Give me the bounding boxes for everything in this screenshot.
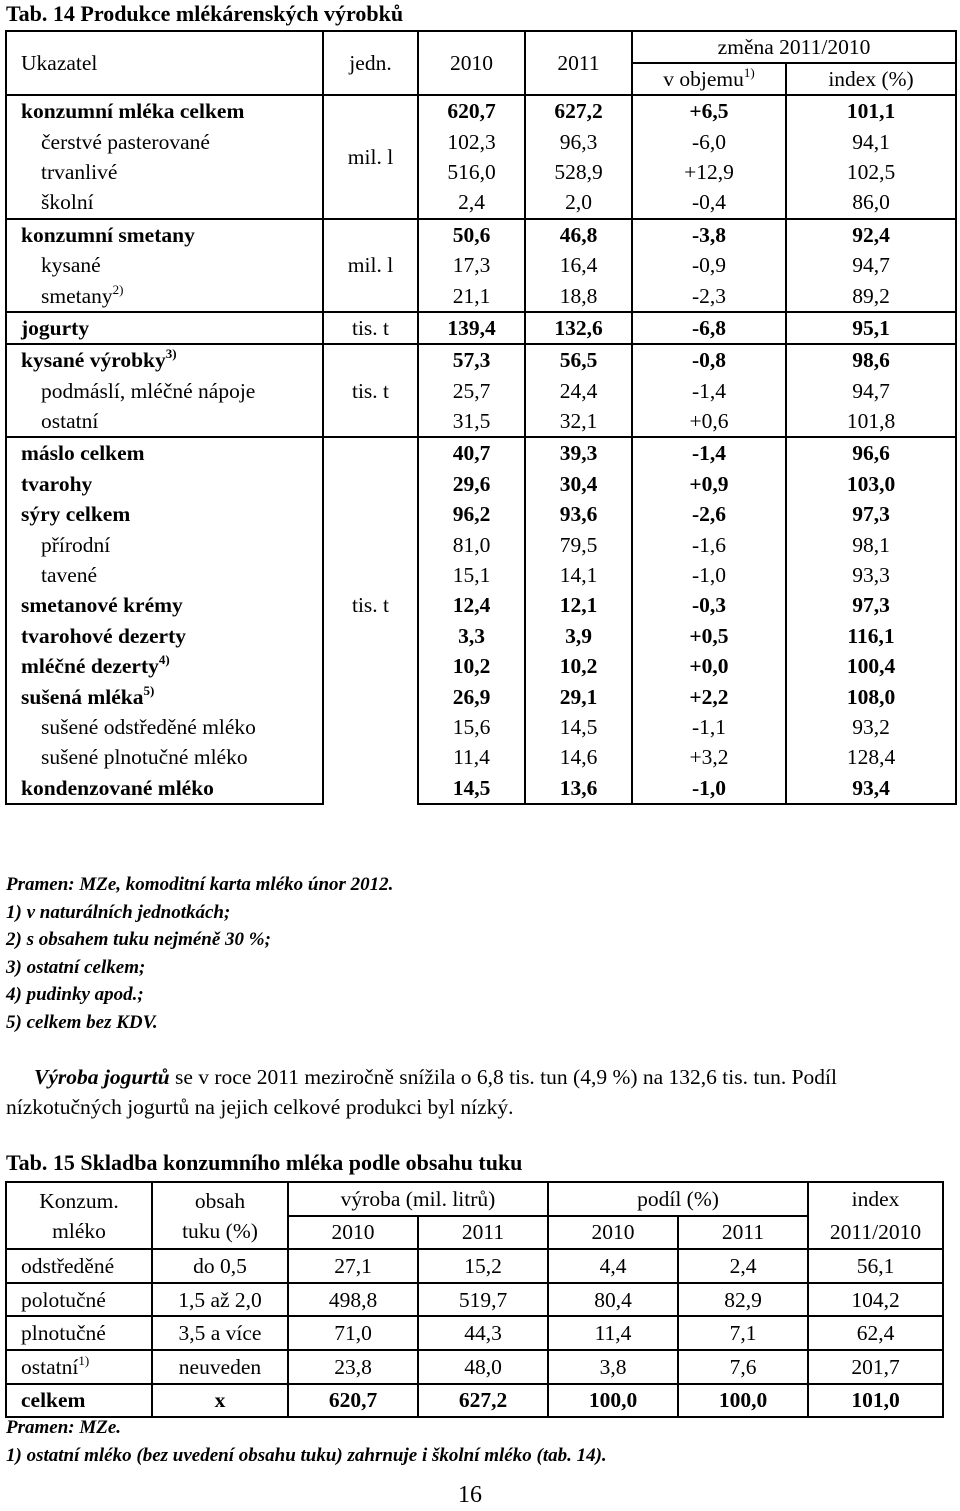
- row-label: mléčné dezerty$^{4)}$: [6, 651, 323, 681]
- header-vyroba-2011: 2011: [418, 1216, 548, 1250]
- header-index: index: [808, 1182, 943, 1216]
- value-change: -0,3: [632, 590, 786, 620]
- value-change: +2,2: [632, 681, 786, 711]
- value-s2010: 11,4: [548, 1316, 678, 1350]
- table-row: [6, 280, 956, 311]
- header-zmena: změna 2011/2010: [632, 31, 956, 63]
- value-index: 101,8: [786, 406, 956, 437]
- row-label: smetanové krémy: [6, 590, 323, 620]
- unit-cell: mil. l: [323, 126, 418, 187]
- row-label: odstředěné: [6, 1249, 152, 1283]
- value-change: -3,8: [632, 219, 786, 250]
- table-15: [5, 1181, 944, 1418]
- value-v2010: 26,9: [418, 681, 525, 711]
- value-index: 86,0: [786, 187, 956, 218]
- value-change: -6,8: [632, 312, 786, 344]
- unit-cell: [323, 187, 418, 218]
- value-index: 101,0: [808, 1384, 943, 1418]
- value-v2010: 21,1: [418, 280, 525, 311]
- value-v2011: 528,9: [525, 157, 632, 187]
- row-label: ostatní$^{1)}$: [6, 1350, 152, 1384]
- value-v2011: 14,5: [525, 712, 632, 742]
- value-v2011: 96,3: [525, 126, 632, 156]
- value-index: 102,5: [786, 157, 956, 187]
- value-p2010: 23,8: [288, 1350, 418, 1384]
- table-row: [6, 376, 956, 406]
- row-label: čerstvé pasterované: [6, 126, 323, 156]
- note-4: 4) pudinky apod.;: [6, 984, 144, 1005]
- value-index: 93,4: [786, 773, 956, 804]
- value-v2011: 24,4: [525, 376, 632, 406]
- value-v2010: 29,6: [418, 469, 525, 499]
- row-label: jogurty: [6, 312, 323, 344]
- value-change: -0,9: [632, 250, 786, 280]
- row-label: polotučné: [6, 1283, 152, 1317]
- value-v2010: 3,3: [418, 621, 525, 651]
- table-row: [6, 344, 956, 375]
- note-2: 2) s obsahem tuku nejméně 30 %;: [6, 929, 271, 950]
- value-s2010: 4,4: [548, 1249, 678, 1283]
- table-14-notes: [6, 871, 393, 1036]
- header-podil: podíl (%): [548, 1182, 808, 1216]
- table-row: [6, 157, 956, 187]
- value-index: 56,1: [808, 1249, 943, 1283]
- table-row: [6, 742, 956, 772]
- value-s2011: 82,9: [678, 1283, 808, 1317]
- value-index: 108,0: [786, 681, 956, 711]
- table-row: [6, 95, 956, 126]
- header-podil-2010: 2010: [548, 1216, 678, 1250]
- value-change: +3,2: [632, 742, 786, 772]
- header-ukazatel: Ukazatel: [6, 31, 323, 95]
- value-change: -0,4: [632, 187, 786, 218]
- value-v2010: 40,7: [418, 437, 525, 468]
- row-label: podmáslí, mléčné nápoje: [6, 376, 323, 406]
- header-index: index (%): [786, 63, 956, 95]
- unit-cell: tis. t: [323, 376, 418, 406]
- table-14-title: Tab. 14 Produkce mlékárenských výrobků: [6, 1, 404, 26]
- value-index: 94,1: [786, 126, 956, 156]
- value-s2011: 2,4: [678, 1249, 808, 1283]
- value-p2010: 620,7: [288, 1384, 418, 1418]
- row-label: sušené odstředěné mléko: [6, 712, 323, 742]
- value-v2010: 10,2: [418, 651, 525, 681]
- value-p2011: 519,7: [418, 1283, 548, 1317]
- value-index: 201,7: [808, 1350, 943, 1384]
- value-index: 95,1: [786, 312, 956, 344]
- table-row: [6, 312, 956, 344]
- value-change: -2,3: [632, 280, 786, 311]
- value-change: -1,4: [632, 437, 786, 468]
- value-s2010: 3,8: [548, 1350, 678, 1384]
- value-change: +0,0: [632, 651, 786, 681]
- page-number: 16: [458, 1482, 482, 1508]
- row-label: sušená mléka$^{5)}$: [6, 681, 323, 711]
- value-index: 101,1: [786, 95, 956, 126]
- table-row: [6, 187, 956, 218]
- value-v2010: 31,5: [418, 406, 525, 437]
- value-change: -1,6: [632, 529, 786, 559]
- unit-cell: [323, 344, 418, 375]
- table-row: [6, 529, 956, 559]
- value-index: 104,2: [808, 1283, 943, 1317]
- value-change: -6,0: [632, 126, 786, 156]
- value-v2011: 32,1: [525, 406, 632, 437]
- row-label: kysané výrobky$^{3)}$: [6, 344, 323, 375]
- value-change: +0,9: [632, 469, 786, 499]
- table-row: [6, 219, 956, 250]
- row-label: tvarohové dezerty: [6, 621, 323, 651]
- value-v2010: 516,0: [418, 157, 525, 187]
- value-v2010: 15,1: [418, 560, 525, 590]
- value-index: 128,4: [786, 742, 956, 772]
- table-row: [6, 590, 956, 620]
- value-v2010: 102,3: [418, 126, 525, 156]
- value-v2011: 14,1: [525, 560, 632, 590]
- header-2011: 2011: [525, 31, 632, 95]
- table-row: [6, 126, 956, 156]
- value-p2011: 627,2: [418, 1384, 548, 1418]
- value-v2010: 11,4: [418, 742, 525, 772]
- value-index: 89,2: [786, 280, 956, 311]
- value-v2011: 93,6: [525, 499, 632, 529]
- value-s2011: 7,1: [678, 1316, 808, 1350]
- value-v2011: 18,8: [525, 280, 632, 311]
- value-v2011: 46,8: [525, 219, 632, 250]
- row-label: kondenzované mléko: [6, 773, 323, 804]
- value-s2011: 7,6: [678, 1350, 808, 1384]
- row-label: celkem: [6, 1384, 152, 1418]
- value-v2011: 16,4: [525, 250, 632, 280]
- value-p2011: 44,3: [418, 1316, 548, 1350]
- value-fat: 3,5 a více: [152, 1316, 288, 1350]
- value-index: 62,4: [808, 1316, 943, 1350]
- value-p2011: 15,2: [418, 1249, 548, 1283]
- value-v2010: 139,4: [418, 312, 525, 344]
- value-change: -1,1: [632, 712, 786, 742]
- paragraph-lead: Výroba jogurtů: [34, 1065, 170, 1089]
- unit-cell: tis. t: [323, 437, 418, 804]
- row-label: sušené plnotučné mléko: [6, 742, 323, 772]
- row-label: přírodní: [6, 529, 323, 559]
- header-jedn: jedn.: [323, 31, 418, 95]
- table-row: [6, 773, 956, 804]
- value-index: 103,0: [786, 469, 956, 499]
- value-change: -1,0: [632, 773, 786, 804]
- row-label: plnotučné: [6, 1316, 152, 1350]
- table-row: [6, 1384, 943, 1418]
- value-v2010: 15,6: [418, 712, 525, 742]
- table-row: [6, 499, 956, 529]
- header-konzum-mleko: Konzum. mléko: [6, 1182, 152, 1249]
- value-v2011: 627,2: [525, 95, 632, 126]
- body-paragraph: [6, 1062, 946, 1122]
- header-v-objemu: v objemu$^{1)}$: [632, 63, 786, 95]
- value-v2011: 3,9: [525, 621, 632, 651]
- table-row: [6, 621, 956, 651]
- value-v2011: 14,6: [525, 742, 632, 772]
- value-index: 97,3: [786, 590, 956, 620]
- row-label: sýry celkem: [6, 499, 323, 529]
- value-change: +6,5: [632, 95, 786, 126]
- value-index: 93,3: [786, 560, 956, 590]
- table-row: [6, 1350, 943, 1384]
- row-label: smetany$^{2)}$: [6, 280, 323, 311]
- value-v2011: 10,2: [525, 651, 632, 681]
- value-change: +0,5: [632, 621, 786, 651]
- row-label: tavené: [6, 560, 323, 590]
- value-v2010: 81,0: [418, 529, 525, 559]
- value-v2011: 39,3: [525, 437, 632, 468]
- value-change: +0,6: [632, 406, 786, 437]
- value-change: -0,8: [632, 344, 786, 375]
- value-index: 96,6: [786, 437, 956, 468]
- row-label: kysané: [6, 250, 323, 280]
- table-15-notes: [6, 1414, 607, 1469]
- value-v2011: 13,6: [525, 773, 632, 804]
- row-label: školní: [6, 187, 323, 218]
- value-v2010: 620,7: [418, 95, 525, 126]
- value-p2010: 71,0: [288, 1316, 418, 1350]
- value-v2011: 2,0: [525, 187, 632, 218]
- value-index: 92,4: [786, 219, 956, 250]
- value-v2011: 30,4: [525, 469, 632, 499]
- header-index-years: 2011/2010: [808, 1216, 943, 1250]
- table-row: [6, 560, 956, 590]
- value-index: 116,1: [786, 621, 956, 651]
- value-change: -1,4: [632, 376, 786, 406]
- value-v2010: 25,7: [418, 376, 525, 406]
- header-2010: 2010: [418, 31, 525, 95]
- value-v2010: 96,2: [418, 499, 525, 529]
- table-row: [6, 1283, 943, 1317]
- header-vyroba: výroba (mil. litrů): [288, 1182, 548, 1216]
- note-source: Pramen: MZe, komoditní karta mléko únor 2012.: [6, 874, 394, 895]
- value-fat: x: [152, 1384, 288, 1418]
- row-label: trvanlivé: [6, 157, 323, 187]
- value-v2010: 17,3: [418, 250, 525, 280]
- table-row: [6, 406, 956, 437]
- header-podil-2011: 2011: [678, 1216, 808, 1250]
- value-s2011: 100,0: [678, 1384, 808, 1418]
- header-vyroba-2010: 2010: [288, 1216, 418, 1250]
- value-v2010: 57,3: [418, 344, 525, 375]
- row-label: konzumní mléka celkem: [6, 95, 323, 126]
- value-v2011: 29,1: [525, 681, 632, 711]
- table-row: [6, 1316, 943, 1350]
- value-change: -1,0: [632, 560, 786, 590]
- row-label: máslo celkem: [6, 437, 323, 468]
- value-p2011: 48,0: [418, 1350, 548, 1384]
- note-3: 3) ostatní celkem;: [6, 956, 146, 978]
- note-source-15: Pramen: MZe.: [6, 1417, 122, 1438]
- unit-cell: [323, 95, 418, 126]
- value-index: 100,4: [786, 651, 956, 681]
- table-row: [6, 712, 956, 742]
- value-v2010: 2,4: [418, 187, 525, 218]
- value-index: 98,6: [786, 344, 956, 375]
- value-v2011: 56,5: [525, 344, 632, 375]
- value-index: 97,3: [786, 499, 956, 529]
- note-1-15: 1) ostatní mléko (bez uvedení obsahu tuku) zahrnuje i školní mléko (tab. 14).: [6, 1444, 607, 1466]
- unit-cell: [323, 280, 418, 311]
- table-row: [6, 469, 956, 499]
- value-change: -2,6: [632, 499, 786, 529]
- row-label: ostatní: [6, 406, 323, 437]
- unit-cell: tis. t: [323, 312, 418, 344]
- table-14: [5, 30, 957, 805]
- value-index: 93,2: [786, 712, 956, 742]
- value-change: +12,9: [632, 157, 786, 187]
- header-obsah-tuku: obsah tuku (%): [152, 1182, 288, 1249]
- value-s2010: 80,4: [548, 1283, 678, 1317]
- table-row: [6, 1249, 943, 1283]
- unit-cell: [323, 219, 418, 250]
- value-fat: do 0,5: [152, 1249, 288, 1283]
- value-p2010: 27,1: [288, 1249, 418, 1283]
- table-row: [6, 250, 956, 280]
- table-row: [6, 651, 956, 681]
- value-v2010: 14,5: [418, 773, 525, 804]
- value-index: 94,7: [786, 250, 956, 280]
- unit-cell: [323, 406, 418, 437]
- value-v2011: 79,5: [525, 529, 632, 559]
- value-p2010: 498,8: [288, 1283, 418, 1317]
- value-s2010: 100,0: [548, 1384, 678, 1418]
- value-index: 98,1: [786, 529, 956, 559]
- note-1: 1) v naturálních jednotkách;: [6, 901, 231, 923]
- paragraph-text: se v roce 2011 meziročně snížila o 6,8 tis. tun (4,9 %) na 132,6 tis. tun. Podíl nízkotučných jogurtů na jejich celkové produkci byl nízký.: [6, 1065, 837, 1119]
- value-v2011: 132,6: [525, 312, 632, 344]
- row-label: konzumní smetany: [6, 219, 323, 250]
- value-fat: neuveden: [152, 1350, 288, 1384]
- value-index: 94,7: [786, 376, 956, 406]
- value-fat: 1,5 až 2,0: [152, 1283, 288, 1317]
- table-row: [6, 681, 956, 711]
- row-label: tvarohy: [6, 469, 323, 499]
- value-v2010: 12,4: [418, 590, 525, 620]
- unit-cell: mil. l: [323, 250, 418, 280]
- value-v2011: 12,1: [525, 590, 632, 620]
- value-v2010: 50,6: [418, 219, 525, 250]
- table-15-title: Tab. 15 Skladba konzumního mléka podle obsahu tuku: [6, 1150, 523, 1175]
- table-row: [6, 437, 956, 468]
- note-5: 5) celkem bez KDV.: [6, 1011, 158, 1033]
